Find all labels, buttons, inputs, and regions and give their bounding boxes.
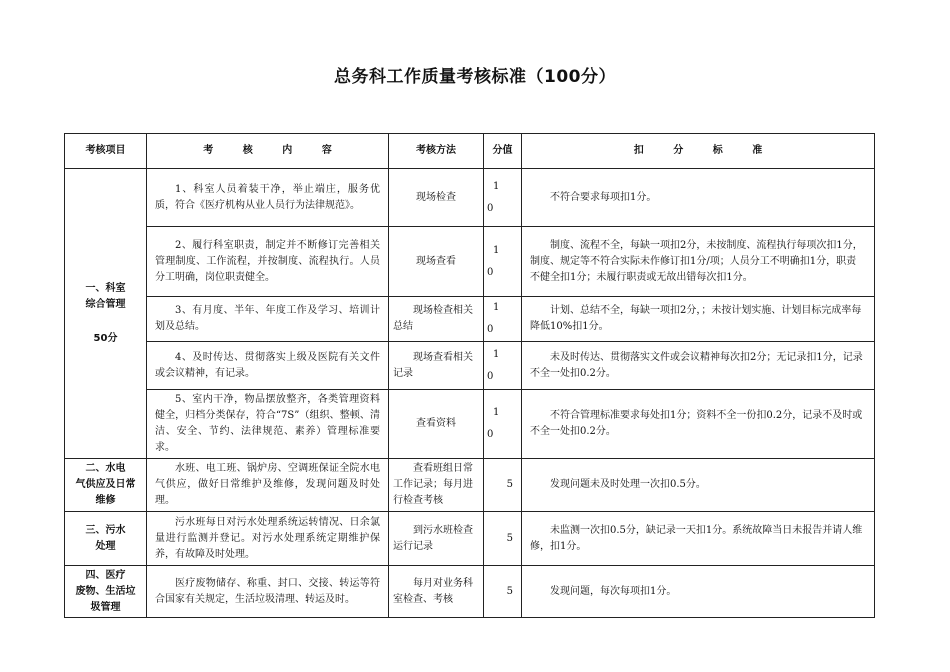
score-digit: 0 xyxy=(487,429,494,440)
item-sewage-treatment xyxy=(65,512,147,566)
item-label: 综合管理 xyxy=(85,298,126,310)
table-row xyxy=(65,227,875,297)
score-cell xyxy=(484,169,522,227)
header-deduct: 扣 分 标 准 xyxy=(522,134,875,169)
method-cell: 查看资料 xyxy=(389,390,484,459)
item-score-total: 50分 xyxy=(93,332,118,344)
item-label: 三、污水 xyxy=(85,524,126,536)
content-cell: 5、室内干净，物品摆放整齐，各类管理资料健全，归档分类保存，符合“7S”（组织、整顿、清洁、安全、节约、法律规范、素养）管理标准要求。 xyxy=(147,390,389,459)
content-cell: 2、履行科室职责，制定并不断修订完善相关管理制度、工作流程，并按制度、流程执行。人员分工明确，岗位职责健全。 xyxy=(147,227,389,297)
content-cell: 医疗废物储存、称重、封口、交接、转运等符合国家有关规定，生活垃圾清理、转运及时。 xyxy=(147,566,389,618)
method-cell: 现场检查相关总结 xyxy=(389,297,484,342)
header-score: 分值 xyxy=(484,134,522,169)
content-cell: 4、及时传达、贯彻落实上级及医院有关文件或会议精神，有记录。 xyxy=(147,342,389,390)
item-label: 一、科室 xyxy=(85,282,126,294)
method-cell: 每月对业务科室检查、考核 xyxy=(389,566,484,618)
deduct-cell: 不符合管理标准要求每处扣1分；资料不全一份扣0.2分，记录不及时或不全一处扣0.2分。 xyxy=(522,390,875,459)
deduct-cell: 制度、流程不全，每缺一项扣2分，未按制度、流程执行每项次扣1分，制度、规定等不符合实际未作修订扣1分/项；人员分工不明确扣1分，职责不健全扣1分；未履行职责或无故出错每次扣1分。 xyxy=(522,227,875,297)
item-utilities-maintenance xyxy=(65,459,147,512)
item-label: 废物、生活垃 xyxy=(75,585,136,597)
method-cell: 现场查看 xyxy=(389,227,484,297)
score-digit: 1 xyxy=(493,302,500,313)
score-digit: 1 xyxy=(493,244,500,256)
item-waste-management xyxy=(65,566,147,618)
table-row xyxy=(65,297,875,342)
score-digit: 0 xyxy=(487,202,494,214)
deduct-cell: 计划、总结不全，每缺一项扣2分，；未按计划实施、计划目标完成率每降低10%扣1分。 xyxy=(522,297,875,342)
score-digit: 1 xyxy=(493,407,500,418)
content-cell: 水班、电工班、锅炉房、空调班保证全院水电气供应，做好日常维护及维修，发现问题及时处理。 xyxy=(147,459,389,512)
item-label: 处理 xyxy=(95,540,116,552)
deduct-cell: 不符合要求每项扣1分。 xyxy=(522,169,875,227)
method-cell: 查看班组日常工作记录；每月进行检查考核 xyxy=(389,459,484,512)
content-cell: 1、科室人员着装干净，举止端庄，服务优质，符合《医疗机构从业人员行为法律规范》。 xyxy=(147,169,389,227)
deduct-cell: 发现问题未及时处理一次扣0.5分。 xyxy=(522,459,875,512)
table-row xyxy=(65,169,875,227)
header-content: 考 核 内 容 xyxy=(147,134,389,169)
item-label: 圾管理 xyxy=(90,601,121,613)
content-cell: 3、有月度、半年、年度工作及学习、培训计划及总结。 xyxy=(147,297,389,342)
table-row xyxy=(65,390,875,459)
table-header-row xyxy=(65,134,875,169)
score-cell: 5 xyxy=(484,512,522,566)
score-digit: 1 xyxy=(493,348,500,360)
assessment-table xyxy=(64,133,875,618)
table-row xyxy=(65,459,875,512)
score-cell: 5 xyxy=(484,459,522,512)
item-label: 气供应及日常 xyxy=(75,479,136,490)
score-cell xyxy=(484,227,522,297)
table-row xyxy=(65,512,875,566)
table-row xyxy=(65,566,875,618)
method-cell: 现场查看相关记录 xyxy=(389,342,484,390)
deduct-cell: 未及时传达、贯彻落实文件或会议精神每次扣2分；无记录扣1分，记录不全一处扣0.2分。 xyxy=(522,342,875,390)
score-digit: 0 xyxy=(487,266,494,278)
item-general-management xyxy=(65,169,147,459)
score-digit: 0 xyxy=(487,324,494,335)
score-cell xyxy=(484,342,522,390)
method-cell: 到污水班检查运行记录 xyxy=(389,512,484,566)
item-label: 四、医疗 xyxy=(85,569,126,581)
item-label: 维修 xyxy=(95,495,116,506)
score-digit: 0 xyxy=(487,370,494,382)
score-digit: 1 xyxy=(493,180,500,192)
method-cell: 现场检查 xyxy=(389,169,484,227)
header-method: 考核方法 xyxy=(389,134,484,169)
item-label: 二、水电 xyxy=(85,463,126,474)
table-row xyxy=(65,342,875,390)
score-cell: 5 xyxy=(484,566,522,618)
deduct-cell: 发现问题，每次每项扣1分。 xyxy=(522,566,875,618)
page-title: 总务科工作质量考核标准（100分） xyxy=(334,67,616,87)
deduct-cell: 未监测一次扣0.5分，缺记录一天扣1分。系统故障当日未报告并请人维修，扣1分。 xyxy=(522,512,875,566)
score-cell xyxy=(484,297,522,342)
score-cell xyxy=(484,390,522,459)
header-item: 考核项目 xyxy=(65,134,147,169)
content-cell: 污水班每日对污水处理系统运转情况、日余氯量进行监测并登记。对污水处理系统定期维护保养，有故障及时处理。 xyxy=(147,512,389,566)
